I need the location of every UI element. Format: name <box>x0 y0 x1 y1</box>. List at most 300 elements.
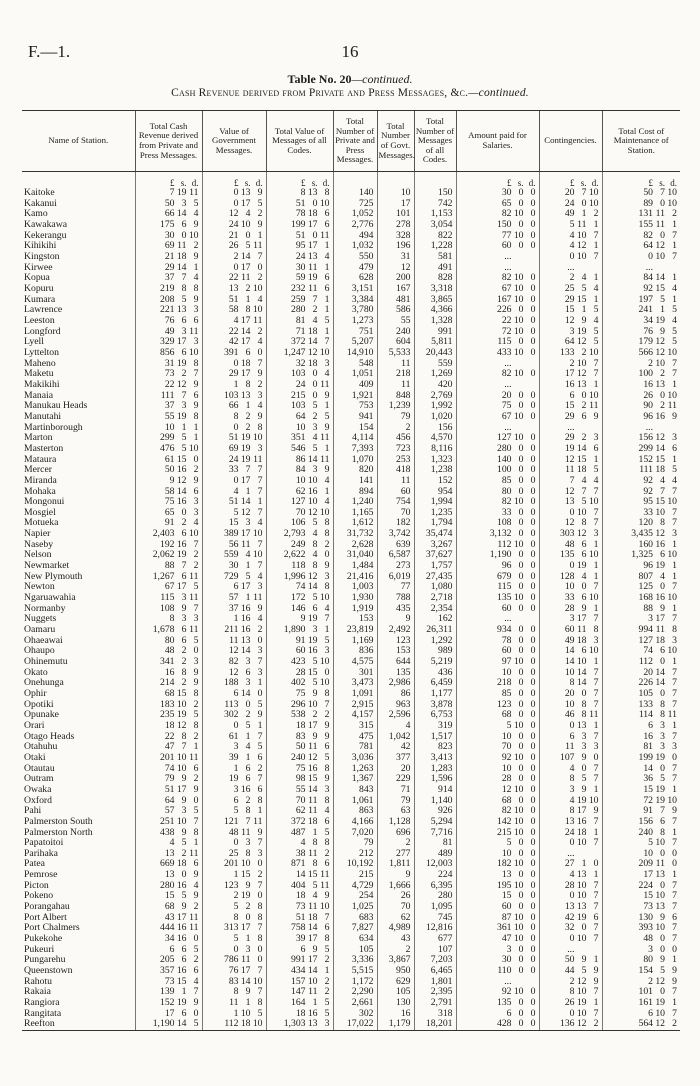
salaries-cell: 65 0 0 <box>456 199 539 210</box>
table-body <box>22 172 680 1031</box>
station-name: Owaka <box>24 784 52 795</box>
total-value-cell: 78 18 6 <box>266 209 333 220</box>
salaries-cell: 215 10 0 <box>456 827 539 838</box>
contingencies-cell: 12 15 1 <box>539 454 602 465</box>
station-name: Reefton <box>22 1019 135 1030</box>
govt-value-cell: 5 12 7 <box>202 508 266 519</box>
contingencies-cell: 0 19 1 <box>539 561 602 572</box>
salaries-cell: 226 0 0 <box>456 305 539 316</box>
contingencies-cell: 133 2 10 <box>539 348 602 359</box>
station-name: Queenstown <box>24 965 73 977</box>
contingencies-cell: 15 2 11 <box>539 401 602 412</box>
private-count-cell: 141 <box>333 476 377 487</box>
private-count-cell: 1,263 <box>333 763 377 774</box>
salaries-cell: 47 10 0 <box>456 934 539 945</box>
contingencies-cell: 3 17 7 <box>539 614 602 625</box>
govt-count-cell: 101 <box>377 209 414 220</box>
salaries-cell: 10 0 0 <box>456 731 539 742</box>
govt-count-cell: 696 <box>377 827 414 838</box>
private-count-cell: 14,910 <box>333 348 377 359</box>
total-cost-cell: 168 16 10 <box>602 593 680 604</box>
govt-count-cell: 11 <box>377 359 414 370</box>
govt-count-cell: 1,239 <box>377 401 414 412</box>
total-count-cell: 491 <box>414 263 456 274</box>
govt-value-cell: 3 16 6 <box>202 785 266 796</box>
cash-revenue-cell: 7 19 11 <box>135 188 202 199</box>
station-name: Otautau <box>24 763 55 774</box>
contingencies-cell: 28 10 7 <box>539 881 602 892</box>
table-row <box>22 817 680 828</box>
govt-value-cell: 391 6 0 <box>202 348 266 359</box>
contingencies-cell: 4 13 1 <box>539 870 602 881</box>
total-cost-cell: 36 5 7 <box>602 774 680 785</box>
cash-revenue-cell: 68 9 2 <box>135 902 202 913</box>
contingencies-cell: 13 5 10 <box>539 497 602 508</box>
salaries-cell: 85 0 0 <box>456 689 539 700</box>
total-count-cell: 12,003 <box>414 859 456 870</box>
station-name: Mataura <box>24 454 57 465</box>
contingencies-cell: 64 12 5 <box>539 337 602 348</box>
govt-count-cell: 1,042 <box>377 731 414 742</box>
contingencies-cell: 0 10 7 <box>539 1009 602 1020</box>
govt-count-cell: 60 <box>377 486 414 497</box>
total-cost-cell: 100 2 7 <box>602 369 680 380</box>
govt-count-cell: 2,596 <box>377 710 414 721</box>
total-count-cell: 18,201 <box>414 1019 456 1030</box>
total-cost-cell: 160 16 1 <box>602 540 680 551</box>
salaries-cell: 112 10 0 <box>456 540 539 551</box>
govt-count-cell: 2 <box>377 838 414 849</box>
private-count-cell: 1,273 <box>333 316 377 327</box>
govt-value-cell: 2 19 0 <box>202 891 266 902</box>
table-row <box>22 348 680 359</box>
total-cost-cell: 3 0 0 <box>602 945 680 956</box>
govt-value-cell: 6 17 3 <box>202 582 266 593</box>
total-count-cell: 1,517 <box>414 731 456 742</box>
total-count-cell: 6,395 <box>414 881 456 892</box>
total-cost-cell: 101 0 7 <box>602 987 680 998</box>
govt-value-cell: 57 1 11 <box>202 593 266 604</box>
table-row <box>22 838 680 849</box>
station-name: Pukeuri <box>24 944 55 955</box>
station-name: Mosgiel <box>24 507 56 518</box>
private-count-cell: 7,020 <box>333 827 377 838</box>
cash-revenue-cell: 9 12 9 <box>135 476 202 487</box>
total-value-cell: 75 9 8 <box>266 689 333 700</box>
total-value-cell: 28 15 0 <box>266 668 333 679</box>
salaries-cell: 82 10 0 <box>456 497 539 508</box>
private-count-cell: 1,165 <box>333 508 377 519</box>
table-row <box>22 518 680 529</box>
total-cost-cell: 120 8 7 <box>602 518 680 529</box>
total-count-cell: 27,435 <box>414 572 456 583</box>
total-value-cell: 215 0 9 <box>266 390 333 401</box>
station-name: Onehunga <box>24 678 64 689</box>
contingencies-cell: 12 9 4 <box>539 316 602 327</box>
table-row <box>22 380 680 391</box>
contingencies-cell: 48 6 1 <box>539 540 602 551</box>
col-header-total-count: Total Number of Messages of all Codes. <box>414 111 456 172</box>
govt-value-cell: 11 13 0 <box>202 636 266 647</box>
table-row <box>22 263 680 274</box>
govt-count-cell: 218 <box>377 369 414 380</box>
govt-value-cell: 83 14 10 <box>202 977 266 988</box>
page-number: 16 <box>341 42 359 61</box>
total-cost-cell: 74 6 10 <box>602 646 680 657</box>
total-cost-cell: 16 13 1 <box>602 380 680 391</box>
govt-count-cell: 418 <box>377 465 414 476</box>
total-cost-cell: 48 0 7 <box>602 934 680 945</box>
salaries-cell: 77 10 0 <box>456 231 539 242</box>
govt-count-cell: 86 <box>377 689 414 700</box>
total-value-cell: 103 0 4 <box>266 369 333 380</box>
govt-value-cell: 51 19 10 <box>202 433 266 444</box>
private-count-cell: 1,240 <box>333 497 377 508</box>
total-cost-cell: 156 12 3 <box>602 433 680 444</box>
total-cost-cell: 114 8 11 <box>602 710 680 721</box>
private-count-cell: 941 <box>333 412 377 423</box>
total-cost-cell: 6 10 7 <box>602 1009 680 1020</box>
station-name: Rangiora <box>24 997 60 1008</box>
contingencies-cell: 11 3 3 <box>539 742 602 753</box>
table-title-text: Table No. 20 <box>287 72 352 86</box>
contingencies-cell: ... <box>539 945 602 956</box>
salaries-cell: 72 10 0 <box>456 327 539 338</box>
total-count-cell: 156 <box>414 422 456 433</box>
govt-value-cell: 0 5 1 <box>202 721 266 732</box>
private-count-cell: 105 <box>333 945 377 956</box>
contingencies-cell: 46 8 11 <box>539 710 602 721</box>
total-value-cell: 81 4 5 <box>266 316 333 327</box>
station-name: Rakaia <box>24 987 51 998</box>
govt-value-cell: 4 1 7 <box>202 486 266 497</box>
table-row <box>22 806 680 817</box>
contingencies-cell: 49 18 3 <box>539 636 602 647</box>
total-cost-cell: 240 8 1 <box>602 827 680 838</box>
govt-value-cell: 5 1 8 <box>202 934 266 945</box>
total-value-cell: 51 18 7 <box>266 913 333 924</box>
total-value-cell: 98 15 9 <box>266 774 333 785</box>
salaries-cell: 5 0 0 <box>456 838 539 849</box>
private-count-cell: 725 <box>333 199 377 210</box>
govt-value-cell: 1 8 2 <box>202 380 266 391</box>
station-name: Rangitata <box>24 1008 62 1019</box>
table-row <box>22 614 680 625</box>
private-count-cell: 3,780 <box>333 305 377 316</box>
total-count-cell: 3,054 <box>414 220 456 231</box>
govt-value-cell: 103 13 3 <box>202 390 266 401</box>
total-value-cell: 487 1 5 <box>266 827 333 838</box>
station-name: Pemrose <box>24 870 58 881</box>
govt-count-cell: 130 <box>377 998 414 1009</box>
govt-value-cell: 1 6 2 <box>202 763 266 774</box>
contingencies-cell: 14 6 10 <box>539 646 602 657</box>
total-count-cell: 989 <box>414 646 456 657</box>
contingencies-cell: 136 12 2 <box>539 1019 602 1030</box>
station-name: Palmerston South <box>24 816 93 827</box>
govt-value-cell: 6 14 0 <box>202 689 266 700</box>
total-count-cell: 3,865 <box>414 295 456 306</box>
cash-revenue-cell: 2,062 19 2 <box>135 550 202 561</box>
table-row <box>22 742 680 753</box>
total-count-cell: 5,219 <box>414 657 456 668</box>
station-name: Masterton <box>24 443 64 454</box>
total-value-cell: 538 2 2 <box>266 710 333 721</box>
private-count-cell: 836 <box>333 646 377 657</box>
cash-revenue-cell: 68 15 8 <box>135 689 202 700</box>
station-name: Mohaka <box>24 486 56 497</box>
total-value-cell: 423 5 10 <box>266 657 333 668</box>
govt-value-cell: 25 8 3 <box>202 849 266 860</box>
salaries-cell: 97 10 0 <box>456 657 539 668</box>
total-cost-cell: 154 5 9 <box>602 966 680 977</box>
private-count-cell: 2,776 <box>333 220 377 231</box>
total-cost-cell: 17 13 1 <box>602 870 680 881</box>
cash-revenue-cell: 299 5 1 <box>135 433 202 444</box>
cash-revenue-cell: 201 10 11 <box>135 753 202 764</box>
total-cost-cell: 161 19 1 <box>602 998 680 1009</box>
station-name: Pokeno <box>24 891 54 902</box>
private-count-cell: 409 <box>333 380 377 391</box>
cash-revenue-cell: 13 0 9 <box>135 870 202 881</box>
total-value-cell: 62 11 4 <box>266 806 333 817</box>
contingencies-cell: 10 8 7 <box>539 700 602 711</box>
salaries-cell: 123 0 0 <box>456 700 539 711</box>
total-count-cell: 2,791 <box>414 998 456 1009</box>
salaries-cell: 80 0 0 <box>456 486 539 497</box>
private-count-cell: 1,032 <box>333 241 377 252</box>
govt-count-cell: 182 <box>377 518 414 529</box>
contingencies-cell: ... <box>539 849 602 860</box>
table-row <box>22 1019 680 1030</box>
total-count-cell: 1,228 <box>414 241 456 252</box>
salaries-cell: 68 0 0 <box>456 710 539 721</box>
salaries-cell: 82 10 0 <box>456 806 539 817</box>
total-cost-cell: 130 9 6 <box>602 913 680 924</box>
govt-count-cell: 5,533 <box>377 348 414 359</box>
total-value-cell: 118 8 9 <box>266 561 333 572</box>
contingencies-cell: 0 13 1 <box>539 721 602 732</box>
contingencies-cell: 4 19 10 <box>539 795 602 806</box>
station-name: Okato <box>24 667 48 678</box>
salaries-cell: ... <box>456 977 539 988</box>
table-title <box>0 72 700 87</box>
salaries-cell: 60 0 0 <box>456 902 539 913</box>
total-count-cell: 559 <box>414 359 456 370</box>
total-cost-cell: 0 10 7 <box>602 252 680 263</box>
table-row <box>22 369 680 380</box>
table-row <box>22 305 680 316</box>
total-cost-cell: 6 3 1 <box>602 721 680 732</box>
contingencies-cell: 0 10 7 <box>539 934 602 945</box>
station-name: Kamo <box>24 209 48 220</box>
govt-value-cell: 15 3 4 <box>202 518 266 529</box>
contingencies-cell: 16 13 1 <box>539 380 602 391</box>
col-header-cash-revenue: Total Cash Revenue derived from Private and Press Messages. <box>135 111 202 172</box>
salaries-cell: 10 0 0 <box>456 668 539 679</box>
contingencies-cell: 20 7 10 <box>539 188 602 199</box>
total-value-cell: 758 14 6 <box>266 923 333 934</box>
table-row <box>22 476 680 487</box>
station-name: Kingston <box>24 251 60 263</box>
contingencies-cell: 0 10 7 <box>539 891 602 902</box>
contingencies-cell: 5 11 1 <box>539 220 602 231</box>
cash-revenue-cell: 438 9 8 <box>135 827 202 838</box>
salaries-cell: 6 0 0 <box>456 1009 539 1020</box>
govt-count-cell: 123 <box>377 636 414 647</box>
cash-revenue-cell: 357 16 6 <box>135 966 202 977</box>
private-count-cell: 79 <box>333 838 377 849</box>
total-cost-cell: 807 4 1 <box>602 572 680 583</box>
cash-revenue-cell: 10 1 1 <box>135 422 202 433</box>
total-value-cell: 404 5 11 <box>266 881 333 892</box>
table-row <box>22 508 680 519</box>
table-row <box>22 774 680 785</box>
total-count-cell: 12,816 <box>414 923 456 934</box>
private-count-cell: 4,729 <box>333 881 377 892</box>
cash-revenue-cell: 21 18 9 <box>135 252 202 263</box>
private-count-cell: 140 <box>333 188 377 199</box>
table-row <box>22 902 680 913</box>
table-row <box>22 625 680 636</box>
total-count-cell: 1,238 <box>414 465 456 476</box>
total-count-cell: 822 <box>414 231 456 242</box>
govt-count-cell: 70 <box>377 508 414 519</box>
govt-value-cell: 4 17 11 <box>202 316 266 327</box>
station-name: Nelson <box>24 550 52 561</box>
contingencies-cell: 3 9 1 <box>539 785 602 796</box>
govt-count-cell: 328 <box>377 231 414 242</box>
station-name: Ophir <box>24 688 47 699</box>
total-value-cell: 8 13 8 <box>266 188 333 199</box>
private-count-cell: 5,515 <box>333 966 377 977</box>
cash-revenue-cell: 49 3 11 <box>135 327 202 338</box>
govt-value-cell: 22 14 2 <box>202 327 266 338</box>
govt-value-cell: 0 3 0 <box>202 945 266 956</box>
salaries-cell: 428 0 0 <box>456 1019 539 1030</box>
private-count-cell: 254 <box>333 891 377 902</box>
govt-value-cell: 8 2 9 <box>202 412 266 423</box>
table-row <box>22 934 680 945</box>
total-cost-cell: 131 11 2 <box>602 209 680 220</box>
total-count-cell: 37,627 <box>414 550 456 561</box>
govt-count-cell: 586 <box>377 305 414 316</box>
govt-count-cell: 253 <box>377 454 414 465</box>
total-cost-cell: 34 19 4 <box>602 316 680 327</box>
total-cost-cell: 16 3 7 <box>602 731 680 742</box>
total-value-cell: 1,996 12 3 <box>266 572 333 583</box>
total-count-cell: 581 <box>414 252 456 263</box>
total-value-cell: 1,890 3 1 <box>266 625 333 636</box>
contingencies-cell: 49 1 2 <box>539 209 602 220</box>
salaries-cell: 182 10 0 <box>456 859 539 870</box>
total-value-cell: 280 2 1 <box>266 305 333 316</box>
station-name: Parihaka <box>24 848 58 859</box>
cash-revenue-cell: 1,678 6 11 <box>135 625 202 636</box>
govt-count-cell: 55 <box>377 316 414 327</box>
total-cost-cell: 241 1 5 <box>602 305 680 316</box>
station-name: Martinborough <box>24 422 83 433</box>
govt-value-cell: 3 4 5 <box>202 742 266 753</box>
govt-value-cell: 211 16 2 <box>202 625 266 636</box>
cash-revenue-cell: 74 10 6 <box>135 763 202 774</box>
cash-revenue-cell: 13 2 11 <box>135 849 202 860</box>
salaries-cell: 92 10 0 <box>456 753 539 764</box>
total-count-cell: 489 <box>414 849 456 860</box>
govt-count-cell: 788 <box>377 593 414 604</box>
salaries-cell: 22 10 0 <box>456 316 539 327</box>
table-row <box>22 998 680 1009</box>
salaries-cell: ... <box>456 422 539 433</box>
private-count-cell: 23,819 <box>333 625 377 636</box>
total-cost-cell: 564 12 2 <box>602 1019 680 1030</box>
salaries-cell: 96 0 0 <box>456 561 539 572</box>
govt-value-cell: 82 3 7 <box>202 657 266 668</box>
total-cost-cell: 14 0 7 <box>602 763 680 774</box>
total-count-cell: 3,318 <box>414 284 456 295</box>
total-value-cell: 10 10 4 <box>266 476 333 487</box>
total-value-cell: 9 19 7 <box>266 614 333 625</box>
total-count-cell: 914 <box>414 785 456 796</box>
salaries-cell: 142 10 0 <box>456 817 539 828</box>
govt-value-cell: 1 16 4 <box>202 614 266 625</box>
contingencies-cell: 13 13 7 <box>539 902 602 913</box>
salaries-cell: ... <box>456 263 539 274</box>
govt-value-cell: 58 8 10 <box>202 305 266 316</box>
total-cost-cell: 33 10 7 <box>602 508 680 519</box>
total-value-cell: 10 3 9 <box>266 422 333 433</box>
salaries-cell: 195 10 0 <box>456 881 539 892</box>
total-value-cell: 372 14 7 <box>266 337 333 348</box>
contingencies-cell: 42 19 6 <box>539 913 602 924</box>
salaries-cell: 100 0 0 <box>456 465 539 476</box>
salaries-cell: ... <box>456 359 539 370</box>
total-count-cell: 1,177 <box>414 689 456 700</box>
govt-count-cell: 196 <box>377 241 414 252</box>
govt-value-cell: 2 14 7 <box>202 252 266 263</box>
total-cost-cell: 566 12 10 <box>602 348 680 359</box>
contingencies-cell: 19 14 6 <box>539 444 602 455</box>
govt-count-cell: 1,666 <box>377 881 414 892</box>
table-row <box>22 763 680 774</box>
govt-count-cell: 435 <box>377 604 414 615</box>
private-count-cell: 753 <box>333 401 377 412</box>
cash-revenue-cell: 47 7 1 <box>135 742 202 753</box>
table-row <box>22 561 680 572</box>
total-value-cell: 30 11 1 <box>266 263 333 274</box>
total-count-cell: 742 <box>414 199 456 210</box>
govt-value-cell: 12 4 2 <box>202 209 266 220</box>
table-row <box>22 209 680 220</box>
contingencies-cell: 29 6 9 <box>539 412 602 423</box>
govt-count-cell: 79 <box>377 795 414 806</box>
cash-revenue-cell: 4 5 1 <box>135 838 202 849</box>
private-count-cell: 31,732 <box>333 529 377 540</box>
private-count-cell: 2,290 <box>333 987 377 998</box>
contingencies-cell: 28 9 1 <box>539 604 602 615</box>
govt-value-cell: 8 9 7 <box>202 987 266 998</box>
govt-value-cell: 24 19 11 <box>202 454 266 465</box>
station-name: Ngaruawahia <box>24 592 76 604</box>
cash-revenue-table <box>22 110 680 1031</box>
cash-revenue-cell: 221 13 3 <box>135 305 202 316</box>
total-cost-cell: 197 5 1 <box>602 295 680 306</box>
govt-value-cell: 29 17 9 <box>202 369 266 380</box>
govt-count-cell: 3,867 <box>377 955 414 966</box>
private-count-cell: 10,192 <box>333 859 377 870</box>
total-value-cell: 147 11 2 <box>266 987 333 998</box>
table-row <box>22 412 680 423</box>
